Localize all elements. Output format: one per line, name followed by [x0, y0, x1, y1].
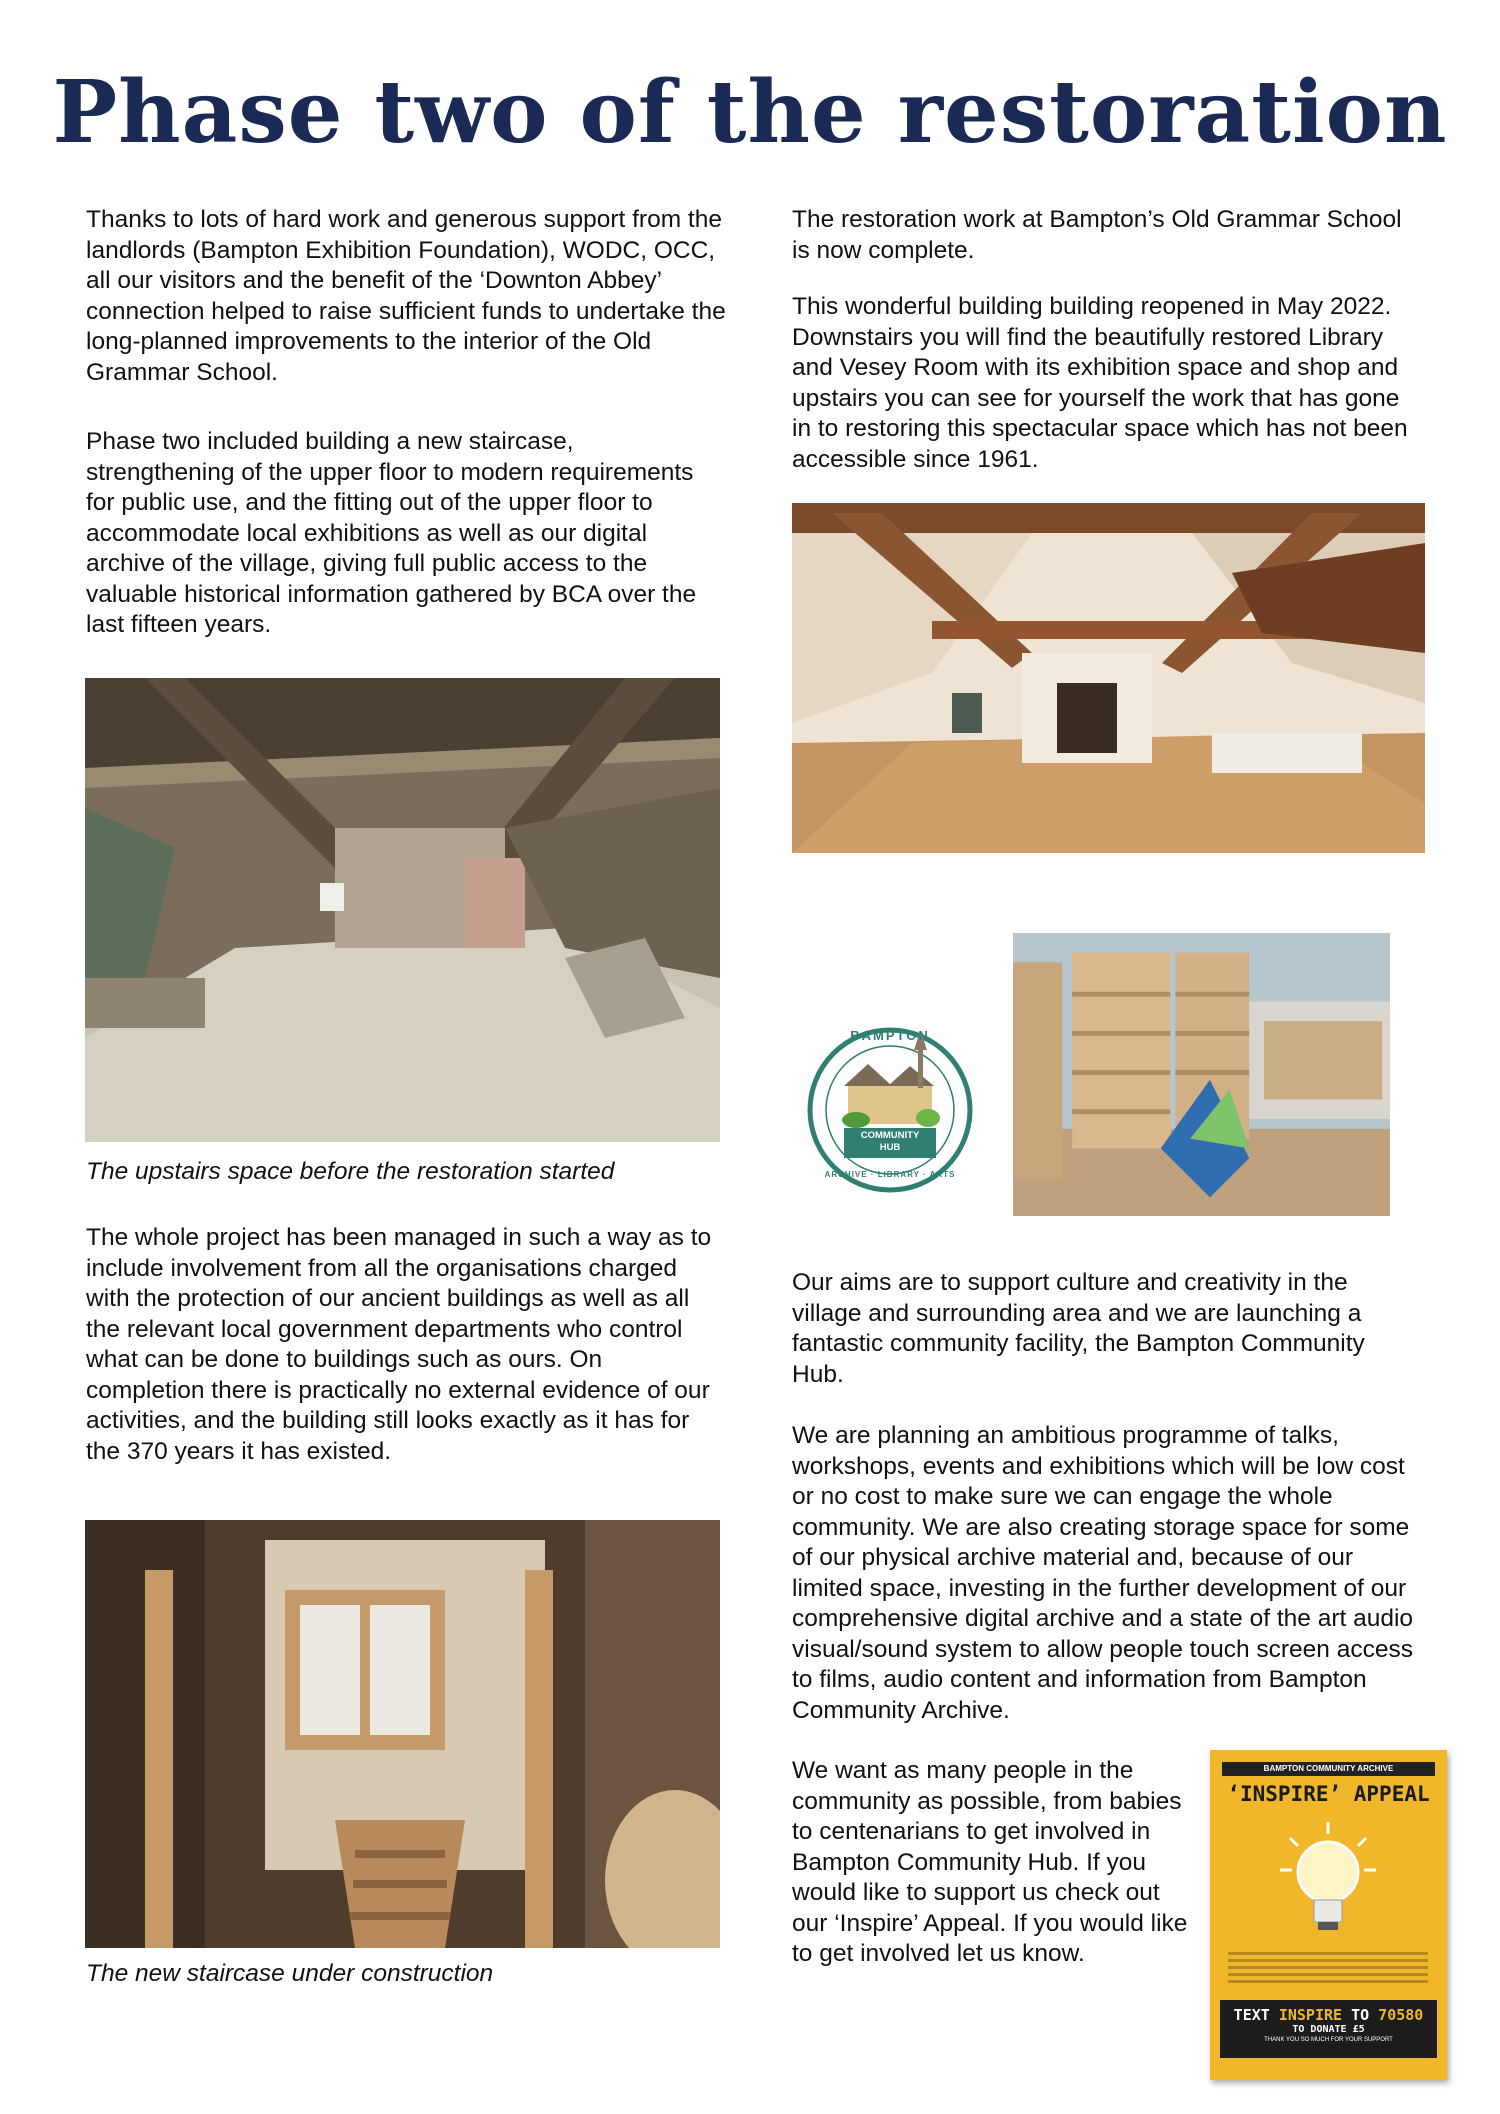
attic-before-photo [85, 678, 720, 1142]
aims-paragraph: Our aims are to support culture and creativity in the village and surrounding area and we are launching a fantastic community facility, the Bampton Community Hub. [792, 1269, 1365, 1388]
poster-title: ‘INSPIRE’ APPEAL [1227, 1782, 1430, 1806]
poster-text-to-donate [1220, 2000, 1437, 2058]
logo-bottom-text: ARCHIVE · LIBRARY · ARTS [824, 1170, 956, 1179]
lightbulb-icon [1278, 1820, 1378, 1940]
intro-paragraph: Thanks to lots of hard work and generous support from the landlords (Bampton Exhibition Foundation), WODC, OCC, all our visitors and the benefit of the ‘Downton Abbey’ connection helped to raise sufficient funds to undertake the long-planned improvements to the interior of the Old Grammar School. [86, 206, 726, 386]
bampton-community-hub-logo [800, 1020, 980, 1200]
programme-paragraph: We are planning an ambitious programme of talks, workshops, events and exhibitions which will be low cost or no cost to make sure we can engage the whole community. We are also creating storage space for some of our physical archive material and, because of our limited space, investing in the further development of our comprehensive digital archive and a state of the art audio visual/sound system to allow people touch screen access to films, audio content and information from Bampton Community Archive. [792, 1422, 1414, 1724]
logo-top-text: BAMPTON [850, 1028, 930, 1043]
restored-upstairs-photo [792, 503, 1425, 853]
poster-inspire-word: INSPIRE [1278, 2006, 1343, 2024]
get-involved-paragraph: We want as many people in the community as possible, from babies to centenarians to get involved in Bampton Community Hub. If you would like to support us check out our ‘Inspire’ Appeal. If you would like to get involved let us know. [792, 1757, 1188, 1967]
completion-paragraph: The restoration work at Bampton’s Old Grammar School is now complete. [792, 206, 1402, 264]
poster-donate: TO DONATE £5 [1292, 2024, 1365, 2035]
logo-center-text-1: COMMUNITY [860, 1130, 920, 1141]
poster-number: 70580 [1378, 2006, 1424, 2024]
staircase-construction-photo [85, 1520, 720, 1948]
poster-text-word: TEXT [1233, 2006, 1270, 2024]
logo-center-text-2: HUB [879, 1142, 901, 1153]
project-management-paragraph: The whole project has been managed in such a way as to include involvement from all the organisations charged with the protection of our ancient buildings as well as all the relevant local government departments who control what can be done to buildings such as ours. On completion there is practically no external evidence of our activities, and the building still looks exactly as it has for the 370 years it has existed. [86, 1224, 712, 1465]
caption-staircase: The new staircase under construction [86, 1960, 494, 1987]
reopened-paragraph: This wonderful building building reopened in May 2022. Downstairs you will find the beautifully restored Library and Vesey Room with its exhibition space and shop and upstairs you can see for yourself the work that has gone in to restoring this spectacular space which has not been accessible since 1961. [792, 293, 1408, 473]
poster-thanks: THANK YOU SO MUCH FOR YOUR SUPPORT [1264, 2037, 1393, 2043]
poster-header: BAMPTON COMMUNITY ARCHIVE [1222, 1762, 1435, 1776]
inspire-appeal-poster[interactable] [1210, 1750, 1447, 2080]
page-title: Phase two of the restoration [52, 62, 1448, 163]
bookshelves-photo [1010, 930, 1393, 1219]
poster-to-word: TO [1351, 2006, 1370, 2024]
caption-before-restoration: The upstairs space before the restoration started [86, 1158, 615, 1185]
phase-two-paragraph: Phase two included building a new staircase, strengthening of the upper floor to modern requirements for public use, and the fitting out of the upper floor to accommodate local exhibitions as well as our digital archive of the village, giving full public access to the valuable historical information gathered by BCA over the last fifteen years. [86, 428, 697, 638]
poster-body-lines [1228, 1948, 1428, 1987]
